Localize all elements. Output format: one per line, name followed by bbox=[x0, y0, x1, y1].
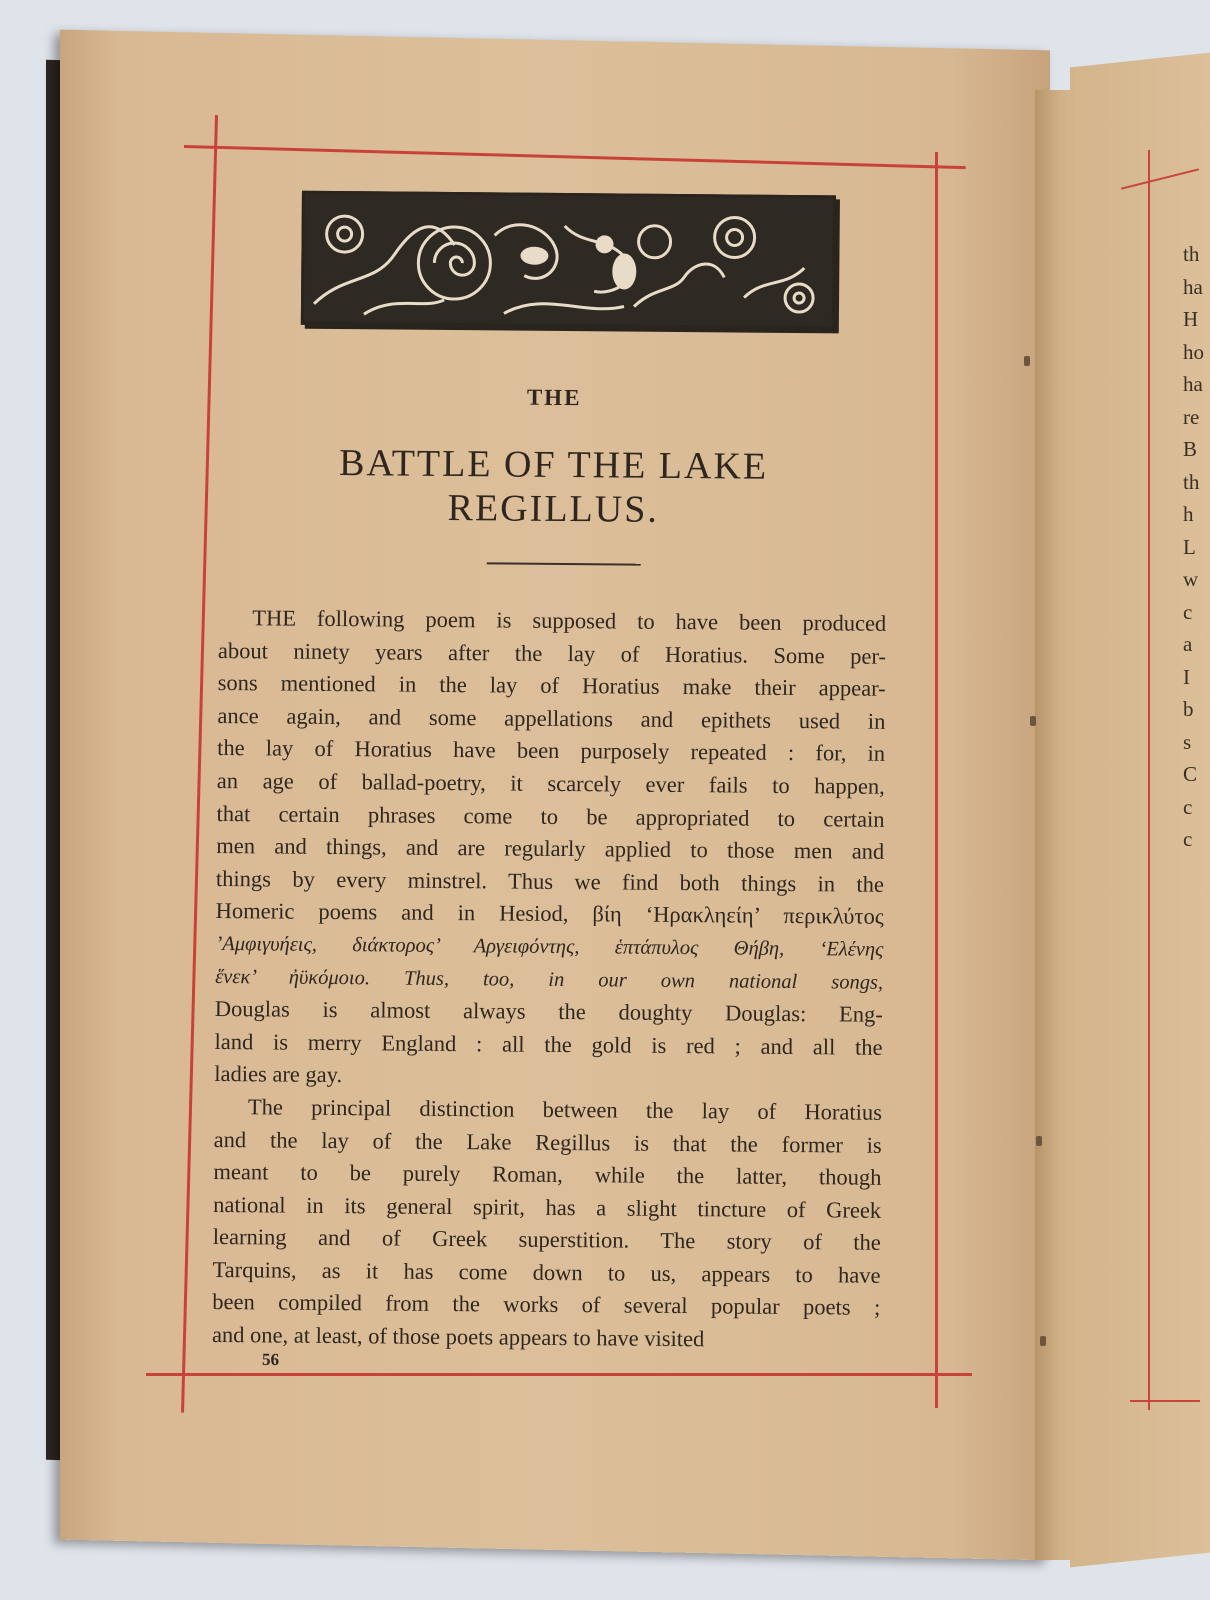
facing-page-text bbox=[1183, 238, 1203, 856]
body-text-line: things by every minstrel. Thus we find both things in the bbox=[215, 865, 885, 897]
heading-kicker: THE bbox=[526, 384, 582, 411]
body-text-line: The principal distinction between the lay of Horatius bbox=[247, 1094, 883, 1125]
facing-page-fragment: re bbox=[1183, 404, 1200, 429]
facing-page-fragment: th bbox=[1183, 242, 1200, 266]
facing-page-fragment: B bbox=[1183, 437, 1198, 461]
frame-rule-bottom bbox=[146, 1373, 972, 1376]
body-text-line: Homeric poems and in Hesiod, βίη ‘Ηρακληείη’ περικλύτος bbox=[215, 898, 884, 930]
facing-page-fragment: c bbox=[1183, 794, 1193, 819]
body-text-line: the lay of Horatius have been purposely repeated : for, in bbox=[217, 735, 886, 767]
facing-page-fragment: th bbox=[1183, 469, 1200, 494]
facing-page-fragment: a bbox=[1183, 632, 1193, 656]
body-text-line: Douglas is almost always the doughty Douglas: Eng- bbox=[214, 996, 883, 1027]
facing-page-fragment: ha bbox=[1183, 372, 1203, 396]
binding-stitch bbox=[1036, 1136, 1042, 1146]
body-text-line: ladies are gay. bbox=[214, 1061, 343, 1088]
floral-engraved-headpiece-icon bbox=[301, 191, 836, 330]
facing-page-fragment: ho bbox=[1183, 339, 1204, 364]
facing-page-fragment: L bbox=[1183, 534, 1196, 559]
body-text-line: sons mentioned in the lay of Horatius make their appear- bbox=[217, 670, 886, 701]
body-text-line: that certain phrases come to be appropriated to certain bbox=[216, 800, 885, 832]
binding-stitch bbox=[1030, 716, 1036, 726]
page-title bbox=[219, 440, 888, 534]
facing-page-fragment: s bbox=[1183, 729, 1192, 754]
facing-page-fragment: c bbox=[1183, 599, 1193, 624]
body-text bbox=[212, 602, 887, 1357]
binding-stitch bbox=[1040, 1336, 1046, 1346]
body-text-line: ance again, and some appellations and epithets used in bbox=[217, 702, 886, 734]
body-text-line: learning and of Greek superstition. The story of the bbox=[212, 1224, 881, 1256]
body-text-line: national in its general spirit, has a slight tincture of Greek bbox=[213, 1191, 882, 1223]
facing-page-fragment: H bbox=[1183, 307, 1199, 331]
facing-page-fragment: C bbox=[1183, 762, 1198, 786]
facing-page-fragment: w bbox=[1183, 567, 1199, 591]
binding-stitch bbox=[1024, 356, 1030, 366]
facing-page-fragment: c bbox=[1183, 827, 1193, 851]
facing-page-fragment: I bbox=[1183, 664, 1190, 689]
facing-page-fragment: ha bbox=[1183, 274, 1203, 299]
frame-rule-right bbox=[935, 152, 938, 1408]
facing-page-fragment: b bbox=[1183, 697, 1194, 721]
facing-page-fragment: h bbox=[1183, 502, 1194, 526]
facing-page-frame-rule bbox=[1130, 1400, 1200, 1402]
page-title-line: REGILLUS. bbox=[447, 486, 659, 531]
body-text-line: men and things, and are regularly applied to those men and bbox=[216, 833, 885, 864]
body-text-line: and the lay of the Lake Regillus is that the former is bbox=[213, 1126, 882, 1158]
body-text-line: Tarquins, as it has come down to us, appears to have bbox=[212, 1256, 881, 1288]
body-text-line: land is merry England : all the gold is red ; and all the bbox=[214, 1028, 883, 1060]
facing-page-frame-rule bbox=[1148, 150, 1150, 1410]
body-text-line: and one, at least, of those poets appears to have visited bbox=[211, 1322, 705, 1352]
body-text-line: meant to be purely Roman, while the latter, though bbox=[213, 1159, 882, 1190]
body-text-line: THE following poem is supposed to have been produced bbox=[252, 605, 887, 636]
page-number: 56 bbox=[261, 1349, 280, 1370]
body-text-line: ’Αμφιγυήεις, διάκτορος’ Αργειφόντης, ἑπτάπυλος Θήβη, ‘Ελένης bbox=[215, 932, 884, 961]
body-text-line: ἕνεκ’ ἠϋκόμοιο. Thus, too, in our own national songs, bbox=[215, 965, 884, 994]
body-text-line: an age of ballad-poetry, it scarcely ever fails to happen, bbox=[216, 767, 885, 799]
body-text-line: been compiled from the works of several popular poets ; bbox=[212, 1289, 881, 1321]
body-text-line: about ninety years after the lay of Horatius. Some per- bbox=[217, 637, 887, 669]
page-title-line: BATTLE OF THE LAKE bbox=[338, 442, 769, 488]
